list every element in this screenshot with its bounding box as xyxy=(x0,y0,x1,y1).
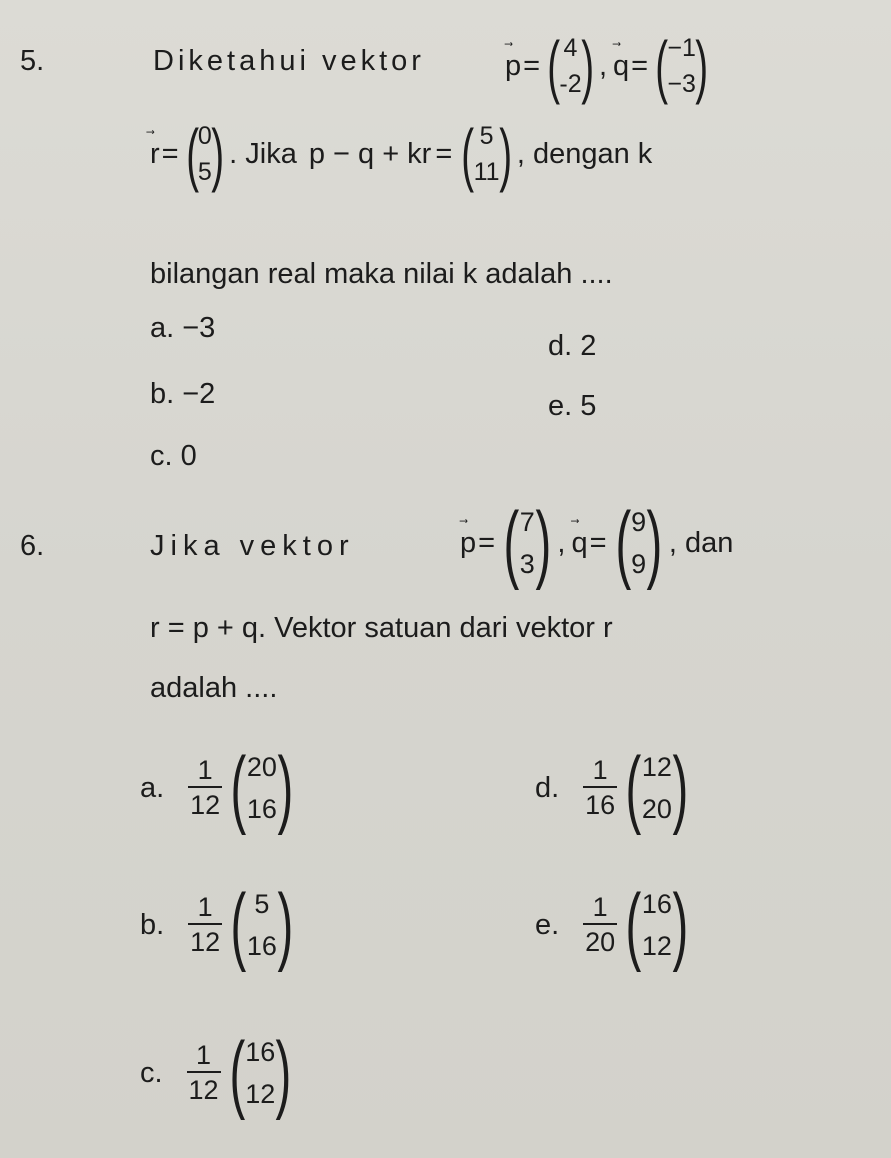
q5-intro: Diketahui vektor xyxy=(153,45,425,77)
q5-vector-p: p = ( 4 -2 ) , q = ( −1 −3 ) xyxy=(505,27,708,105)
q-label: q xyxy=(613,49,630,82)
q5-option-b: b. −2 xyxy=(150,378,216,410)
q5-option-e: e. 5 xyxy=(548,390,597,422)
q6-line3: adalah .... xyxy=(150,672,278,704)
q6-option-c: c. $\frac{1}{12}$ ( 16 12 ) xyxy=(140,1025,292,1121)
q5-line3: bilangan real maka nilai k adalah .... xyxy=(150,258,613,290)
q5-option-d: d. 2 xyxy=(548,330,597,362)
q5-number: 5. xyxy=(20,45,45,77)
q6-number: 6. xyxy=(20,530,45,562)
q6-vectors: p = ( 7 3 ) , q = ( 9 9 ) , dan xyxy=(460,495,734,591)
q5-dengan: , dengan k xyxy=(516,137,653,170)
r-label: r xyxy=(150,137,160,170)
q6-option-e: e. $\frac{1}{20}$ ( 16 12 ) xyxy=(535,877,689,973)
q5-option-c: c. 0 xyxy=(150,440,197,472)
q6-dan: , dan xyxy=(668,526,734,559)
q6-option-b: b. $\frac{1}{12}$ ( 5 16 ) xyxy=(140,877,294,973)
q6-option-a: a. $\frac{1}{12}$ ( 20 16 ) xyxy=(140,740,294,836)
q5-expression: p − q + kr xyxy=(308,137,432,170)
q6-option-d: d. $\frac{1}{16}$ ( 12 20 ) xyxy=(535,740,689,836)
q5-jika: . Jika xyxy=(229,137,297,170)
p-label: p xyxy=(505,49,522,82)
q6-intro: Jika vektor xyxy=(150,530,355,562)
q5-vector-r: r = ( 0 5 ) . Jika p − q + kr = ( 5 11 ) , dengan k xyxy=(150,115,653,193)
q6-line2: r = p + q. Vektor satuan dari vektor r xyxy=(150,612,613,644)
q5-option-a: a. −3 xyxy=(150,312,216,344)
